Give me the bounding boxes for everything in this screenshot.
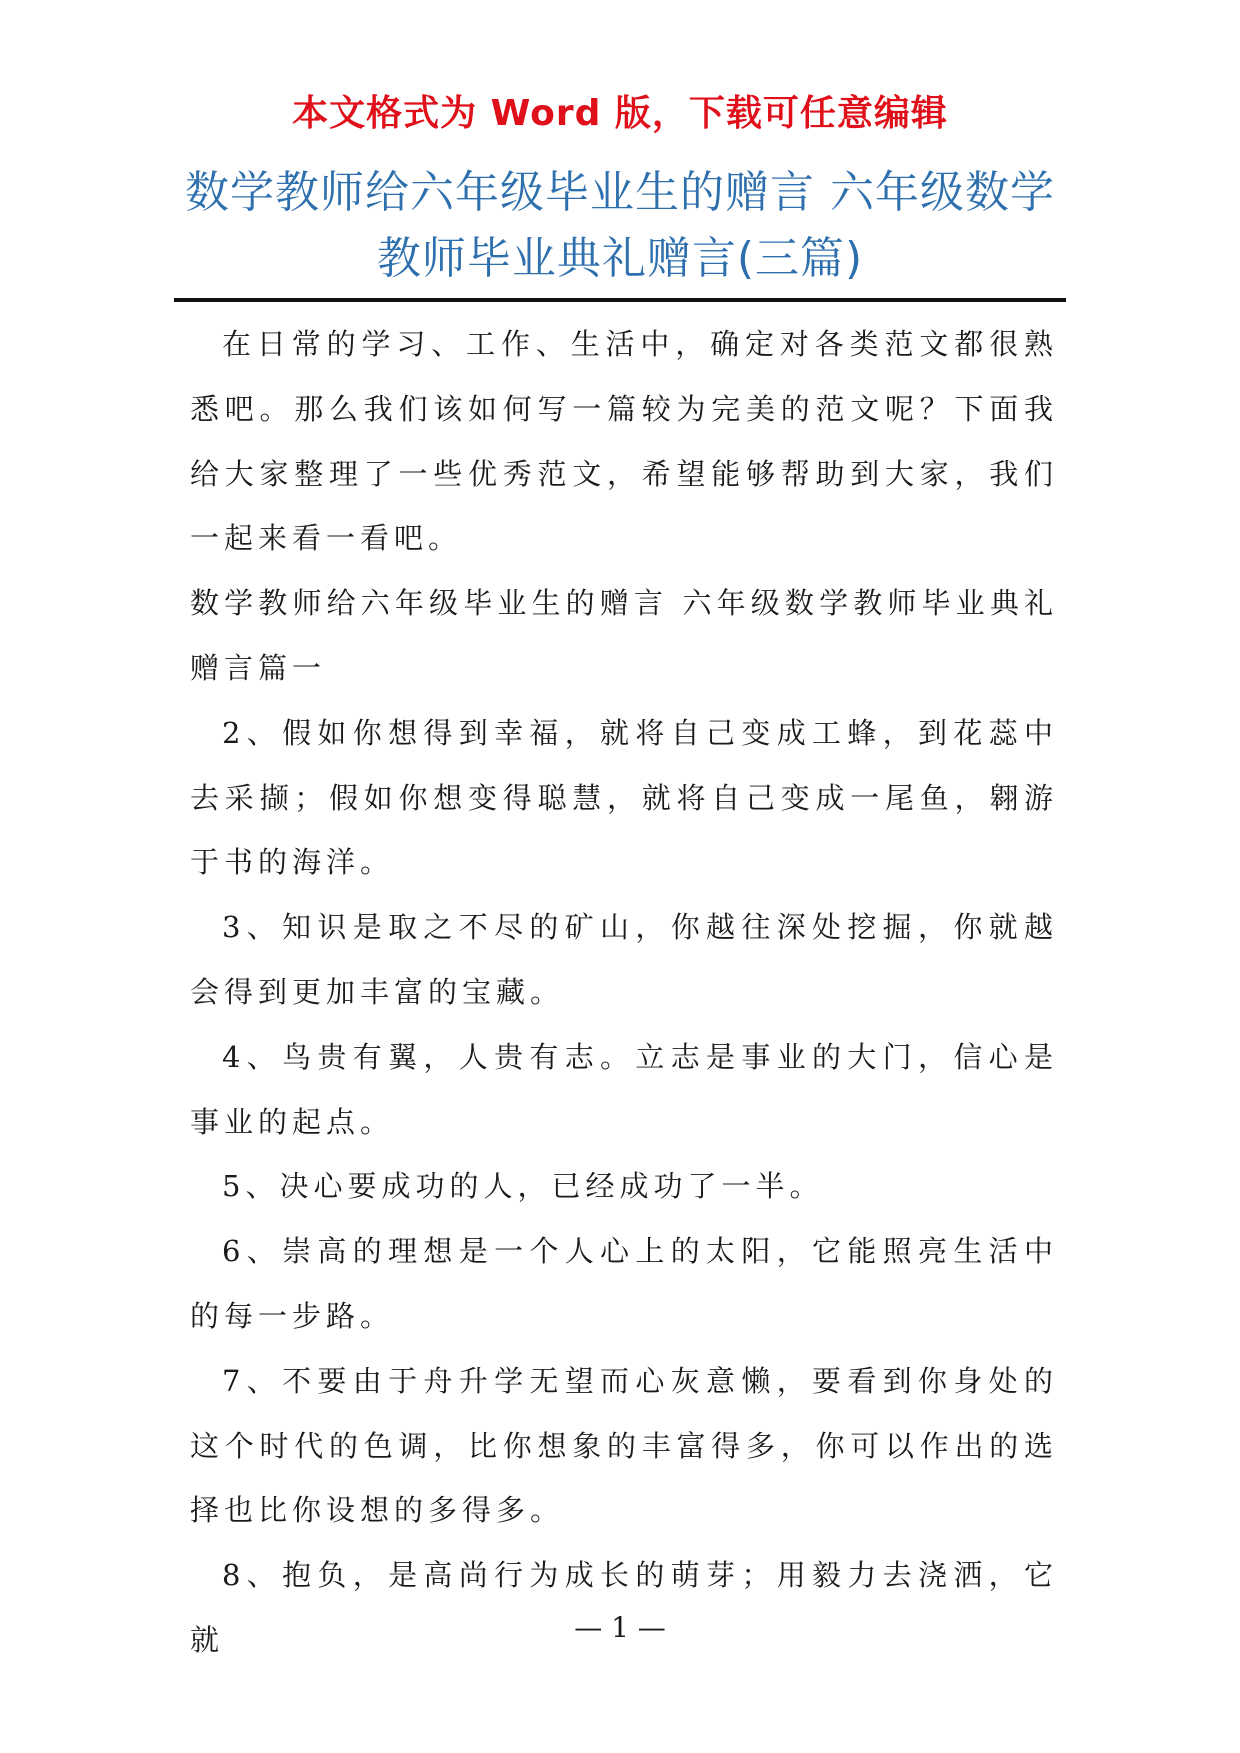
quote-item-3: 3、知识是取之不尽的矿山，你越往深处挖掘，你就越会得到更加丰富的宝藏。 [190, 910, 1058, 1009]
section-heading: 数学教师给六年级毕业生的赠言 六年级数学教师毕业典礼赠言篇一 [190, 586, 1058, 685]
quote-item-6: 6、崇高的理想是一个人心上的太阳，它能照亮生活中的每一步路。 [190, 1234, 1058, 1333]
quote-item-7: 7、不要由于舟升学无望而心灰意懒，要看到你身处的这个时代的色调，比你想象的丰富得多，你可以作出的选择也比你设想的多得多。 [190, 1363, 1058, 1528]
quote-item-5: 5、决心要成功的人，已经成功了一半。 [222, 1169, 824, 1204]
intro-paragraph: 在日常的学习、工作、生活中，确定对各类范文都很熟悉吧。那么我们该如何写一篇较为完美的范文呢？下面我给大家整理了一些优秀范文，希望能够帮助到大家，我们一起来看一看吧。 [190, 327, 1058, 556]
quote-item-8: 8、抱负，是高尚行为成长的萌芽；用毅力去浇洒，它就 [190, 1558, 1058, 1657]
page-number: — 1 — [574, 1611, 666, 1644]
quote-item-4: 4、鸟贵有翼，人贵有志。立志是事业的大门，信心是事业的起点。 [190, 1039, 1058, 1139]
title-divider [174, 298, 1066, 302]
quote-item-2: 2、假如你想得到幸福，就将自己变成工蜂，到花蕊中去采撷；假如你想变得聪慧，就将自己变成一尾鱼，翱游于书的海洋。 [190, 715, 1058, 880]
document-body [190, 312, 1058, 1673]
document-title: 数学教师给六年级毕业生的赠言 六年级数学教师毕业典礼赠言(三篇) [185, 167, 1055, 284]
word-format-banner: 本文格式为 Word 版，下载可任意编辑 [292, 93, 948, 134]
